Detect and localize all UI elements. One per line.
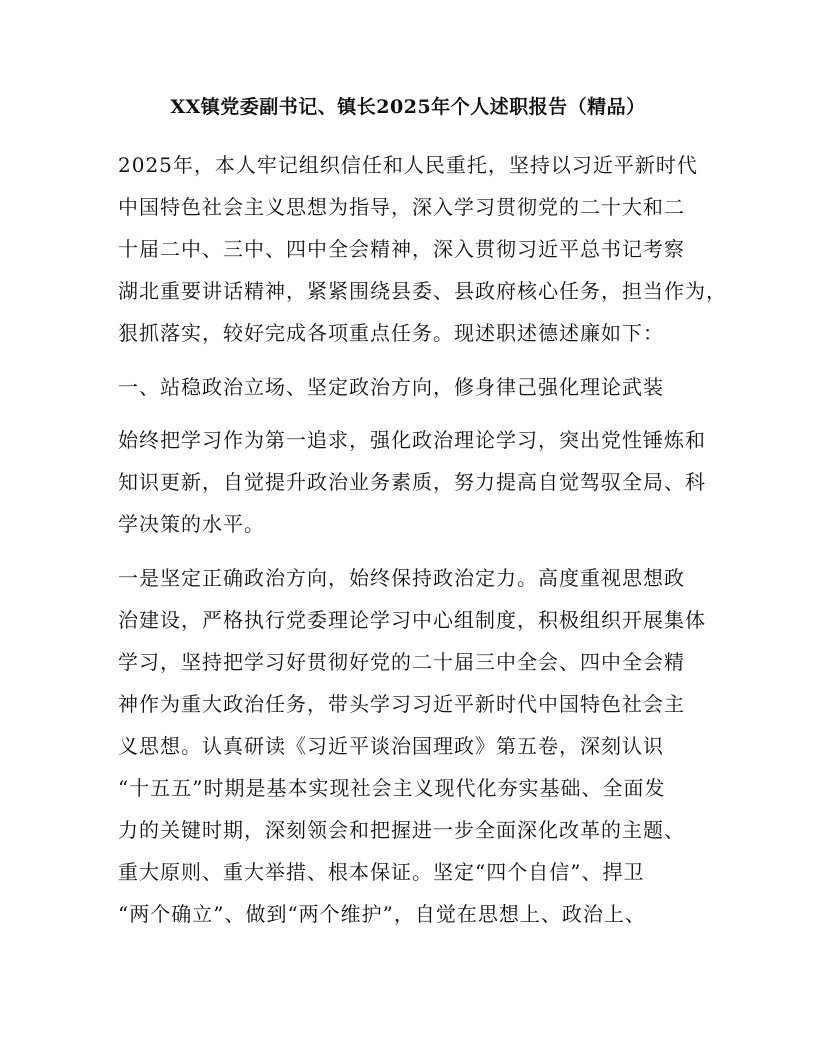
paragraph-3-line-7: 力的关键时期，深刻领会和把握进一步全面深化改革的主题、	[118, 818, 685, 842]
paragraph-3-line-2: 治建设，严格执行党委理论学习中心组制度，积极组织开展集体	[118, 608, 706, 632]
paragraph-2-line-1: 始终把学习作为第一追求，强化政治理论学习，突出党性锤炼和	[118, 428, 706, 452]
paragraph-3-line-1: 一是坚定正确政治方向，始终保持政治定力。高度重视思想政	[118, 566, 685, 590]
paragraph-1-line-4: 湖北重要讲话精神，紧紧围绕县委、县政府核心任务，担当作为，	[118, 279, 727, 303]
paragraph-3-line-8: 重大原则、重大举措、根本保证。坚定“四个自信”、捍卫	[118, 860, 645, 884]
paragraph-3-line-6: “十五五”时期是基本实现社会主义现代化夯实基础、全面发	[118, 776, 666, 800]
paragraph-1-line-2: 中国特色社会主义思想为指导，深入学习贯彻党的二十大和二	[118, 195, 685, 219]
paragraph-2-line-2: 知识更新，自觉提升政治业务素质，努力提高自觉驾驭全局、科	[118, 470, 706, 494]
paragraph-1-line-1: 2025年，本人牢记组织信任和人民重托，坚持以习近平新时代	[118, 153, 698, 177]
section-heading-1: 一、站稳政治立场、坚定政治方向，修身律己强化理论武装	[118, 375, 664, 399]
paragraph-3-line-4: 神作为重大政治任务，带头学习习近平新时代中国特色社会主	[118, 692, 685, 716]
paragraph-1-line-3: 十届二中、三中、四中全会精神，深入贯彻习近平总书记考察	[118, 237, 685, 261]
paragraph-2-line-3: 学决策的水平。	[118, 512, 265, 536]
paragraph-1-line-5: 狠抓落实，较好完成各项重点任务。现述职述德述廉如下：	[118, 321, 664, 345]
paragraph-3-line-3: 学习，坚持把学习好贯彻好党的二十届三中全会、四中全会精	[118, 650, 685, 674]
document-title: XX镇党委副书记、镇长2025年个人述职报告（精品）	[170, 96, 646, 118]
paragraph-3-line-9: “两个确立”、做到“两个维护”，自觉在思想上、政治上、	[118, 902, 646, 926]
paragraph-3-line-5: 义思想。认真研读《习近平谈治国理政》第五卷，深刻认识	[118, 734, 664, 758]
